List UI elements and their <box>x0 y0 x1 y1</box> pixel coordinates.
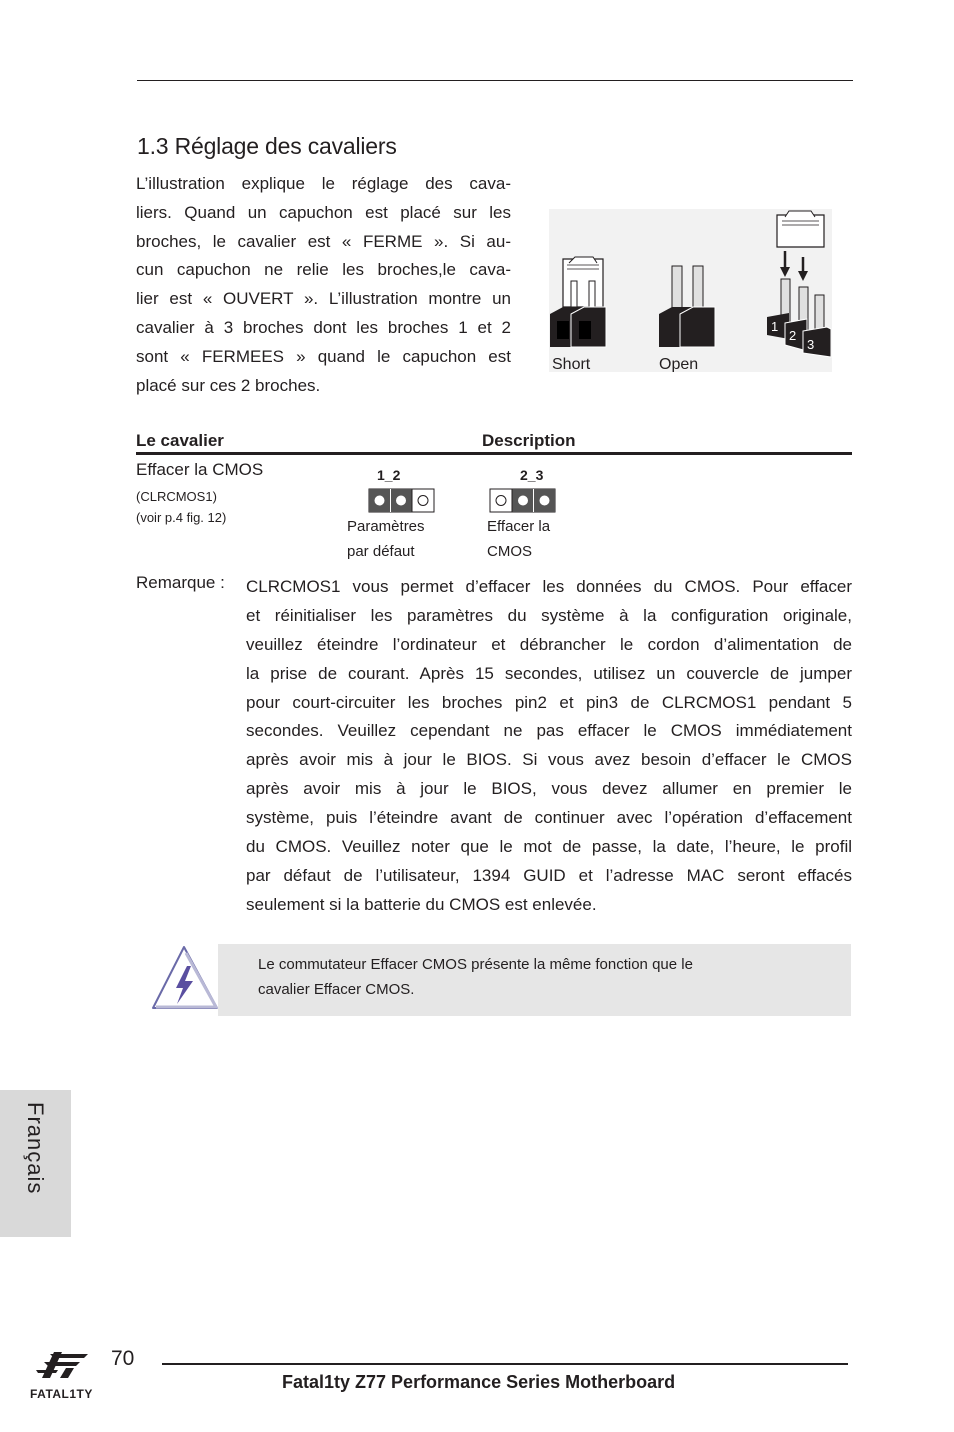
remark-line: après avoir mis à jour le BIOS, vous devez allumer en premier le <box>246 779 852 799</box>
setting-b-line2: CMOS <box>487 543 532 560</box>
short-label: Short <box>552 356 591 372</box>
remark-line: secondes. Veuillez cependant ne pas effacer le CMOS immédiatement <box>246 721 852 741</box>
intro-line: L’illustration explique le réglage des cava- <box>136 174 511 193</box>
setting-a-pin-diagram <box>368 488 435 513</box>
remark-line: système, puis l’éteindre avant de continuer avec l’opération d’effacement <box>246 808 852 828</box>
remark-line: CLRCMOS1 vous permet d’effacer les données du CMOS. Pour effacer <box>246 577 852 596</box>
column-header-description: Description <box>482 431 576 450</box>
jumper-illustration <box>549 209 832 372</box>
setting-b-pin-diagram <box>489 488 556 513</box>
jumper-id: (CLRCMOS1) <box>136 489 217 504</box>
section-title: 1.3 Réglage des cavaliers <box>137 133 397 159</box>
fatal1ty-logo-text: FATAL1TY <box>30 1387 93 1401</box>
open-label: Open <box>659 356 699 372</box>
setting-a-line2: par défaut <box>347 543 415 560</box>
setting-b-pins-label: 2_3 <box>520 467 544 483</box>
table-header-rule <box>136 452 852 455</box>
remark-line: pour court-circuiter les broches pin2 et pin3 de CLRCMOS1 pendant 5 <box>246 692 852 712</box>
jumper-figure-ref: (voir p.4 fig. 12) <box>136 510 227 525</box>
page-number: 70 <box>111 1347 135 1370</box>
remark-line: veuillez éteindre l’ordinateur et débrancher le cordon d’alimentation de <box>246 634 852 654</box>
intro-line: placé sur ces 2 broches. <box>136 375 321 395</box>
remark-line: du CMOS. Veuillez noter que le mot de passe, la date, l’heure, le profil <box>246 837 852 857</box>
warning-icon <box>150 944 220 1012</box>
remark-label: Remarque : <box>136 573 225 592</box>
footer-rule <box>162 1363 848 1365</box>
intro-paragraph <box>136 170 511 400</box>
setting-b-line1: Effacer la <box>487 518 551 535</box>
header-rule <box>137 80 853 81</box>
remark-line: par défaut de l’utilisateur, 1394 GUID et l’adresse MAC seront effacés <box>246 865 852 885</box>
intro-line: broches, le cavalier est « FERME ». Si au- <box>136 231 511 251</box>
short-jumper-graphic <box>550 257 606 347</box>
remark-paragraph <box>246 573 852 920</box>
jumper-illustration-svg <box>549 209 832 372</box>
remark-line: après avoir mis à jour le BIOS. Si vous avez besoin d’effacer le CMOS <box>246 750 852 770</box>
pin-number-3: 3 <box>807 337 815 352</box>
pin-number-2: 2 <box>789 328 797 343</box>
remark-line: la prise de courant. Après 15 secondes, utilisez un couvercle de jumper <box>246 663 852 683</box>
remark-line: seulement si la batterie du CMOS est enlevée. <box>246 894 597 914</box>
open-jumper-graphic <box>659 266 715 347</box>
note-line1: Le commutateur Effacer CMOS présente la même fonction que le <box>258 956 693 973</box>
setting-a-pins-label: 1_2 <box>377 467 401 483</box>
intro-line: lier est « OUVERT ». L’illustration montre un <box>136 289 511 309</box>
setting-b-description <box>487 514 550 564</box>
three-pin-jumper-graphic <box>767 211 831 357</box>
intro-line: cun capuchon ne relie les broches,le cava- <box>136 260 511 280</box>
jumper-name: Effacer la CMOS <box>136 460 264 479</box>
intro-line: liers. Quand un capuchon est placé sur les <box>136 202 511 222</box>
setting-a-line1: Paramètres <box>347 518 425 535</box>
note-text <box>258 952 818 1002</box>
language-tab <box>0 1090 71 1237</box>
column-header-jumper: Le cavalier <box>136 431 224 450</box>
intro-line: cavalier à 3 broches dont les broches 1 et 2 <box>136 317 511 337</box>
remark-line: et réinitialiser les paramètres du système à la configuration originale, <box>246 605 852 625</box>
footer-title: Fatal1ty Z77 Performance Series Motherboard <box>282 1372 676 1392</box>
note-line2: cavalier Effacer CMOS. <box>258 981 415 998</box>
intro-line: sont « FERMEES » quand le capuchon est <box>136 346 511 366</box>
setting-a-description <box>347 514 425 564</box>
pin-number-1: 1 <box>771 319 779 334</box>
fatal1ty-logo <box>28 1348 106 1404</box>
language-label: Français <box>23 1102 48 1195</box>
